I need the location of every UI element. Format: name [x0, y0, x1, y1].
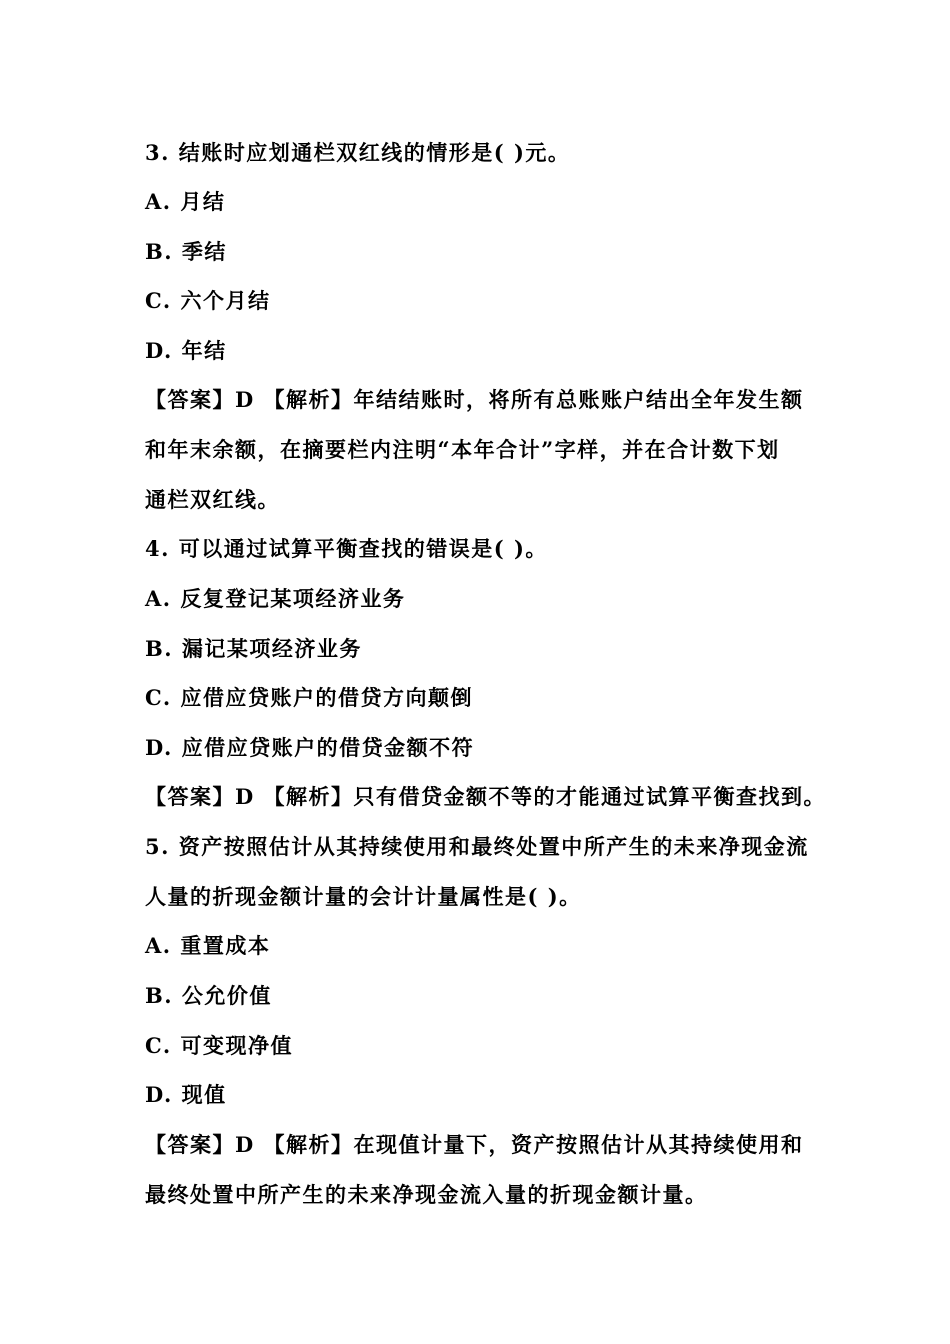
q5-option-d: D. 现值 — [145, 1082, 227, 1107]
question-5-stem-line-2: 人量的折现金额计量的会计计量属性是( )。 — [145, 884, 582, 909]
q5-answer-line-1: 【答案】D 【解析】在现值计量下，资产按照估计从其持续使用和 — [145, 1132, 804, 1157]
q5-option-b: B. 公允价值 — [145, 983, 272, 1008]
question-4-stem: 4. 可以通过试算平衡查找的错误是( )。 — [145, 536, 548, 561]
q4-option-a: A. 反复登记某项经济业务 — [145, 586, 406, 611]
q5-answer-line-2: 最终处置中所产生的未来净现金流入量的折现金额计量。 — [145, 1182, 708, 1207]
q3-answer-line-3: 通栏双红线。 — [145, 487, 280, 512]
q4-option-b: B. 漏记某项经济业务 — [145, 636, 362, 661]
q3-option-d: D. 年结 — [145, 338, 227, 363]
q5-option-c: C. 可变现净值 — [145, 1033, 293, 1058]
q3-answer-line-2: 和年末余额，在摘要栏内注明“本年合计”字样，并在合计数下划 — [145, 437, 780, 462]
question-5-stem-line-1: 5. 资产按照估计从其持续使用和最终处置中所产生的未来净现金流 — [145, 834, 809, 859]
q4-answer-line-1: 【答案】D 【解析】只有借贷金额不等的才能通过试算平衡查找到。 — [145, 784, 827, 809]
q3-option-a: A. 月结 — [145, 189, 226, 214]
q3-option-b: B. 季结 — [145, 239, 227, 264]
question-3-stem: 3. 结账时应划通栏双红线的情形是( )元。 — [145, 140, 571, 165]
q4-option-c: C. 应借应贷账户的借贷方向颠倒 — [145, 685, 473, 710]
q5-option-a: A. 重置成本 — [145, 933, 271, 958]
q3-answer-line-1: 【答案】D 【解析】年结结账时，将所有总账账户结出全年发生额 — [145, 387, 804, 412]
q3-option-c: C. 六个月结 — [145, 288, 271, 313]
q4-option-d: D. 应借应贷账户的借贷金额不符 — [145, 735, 475, 760]
